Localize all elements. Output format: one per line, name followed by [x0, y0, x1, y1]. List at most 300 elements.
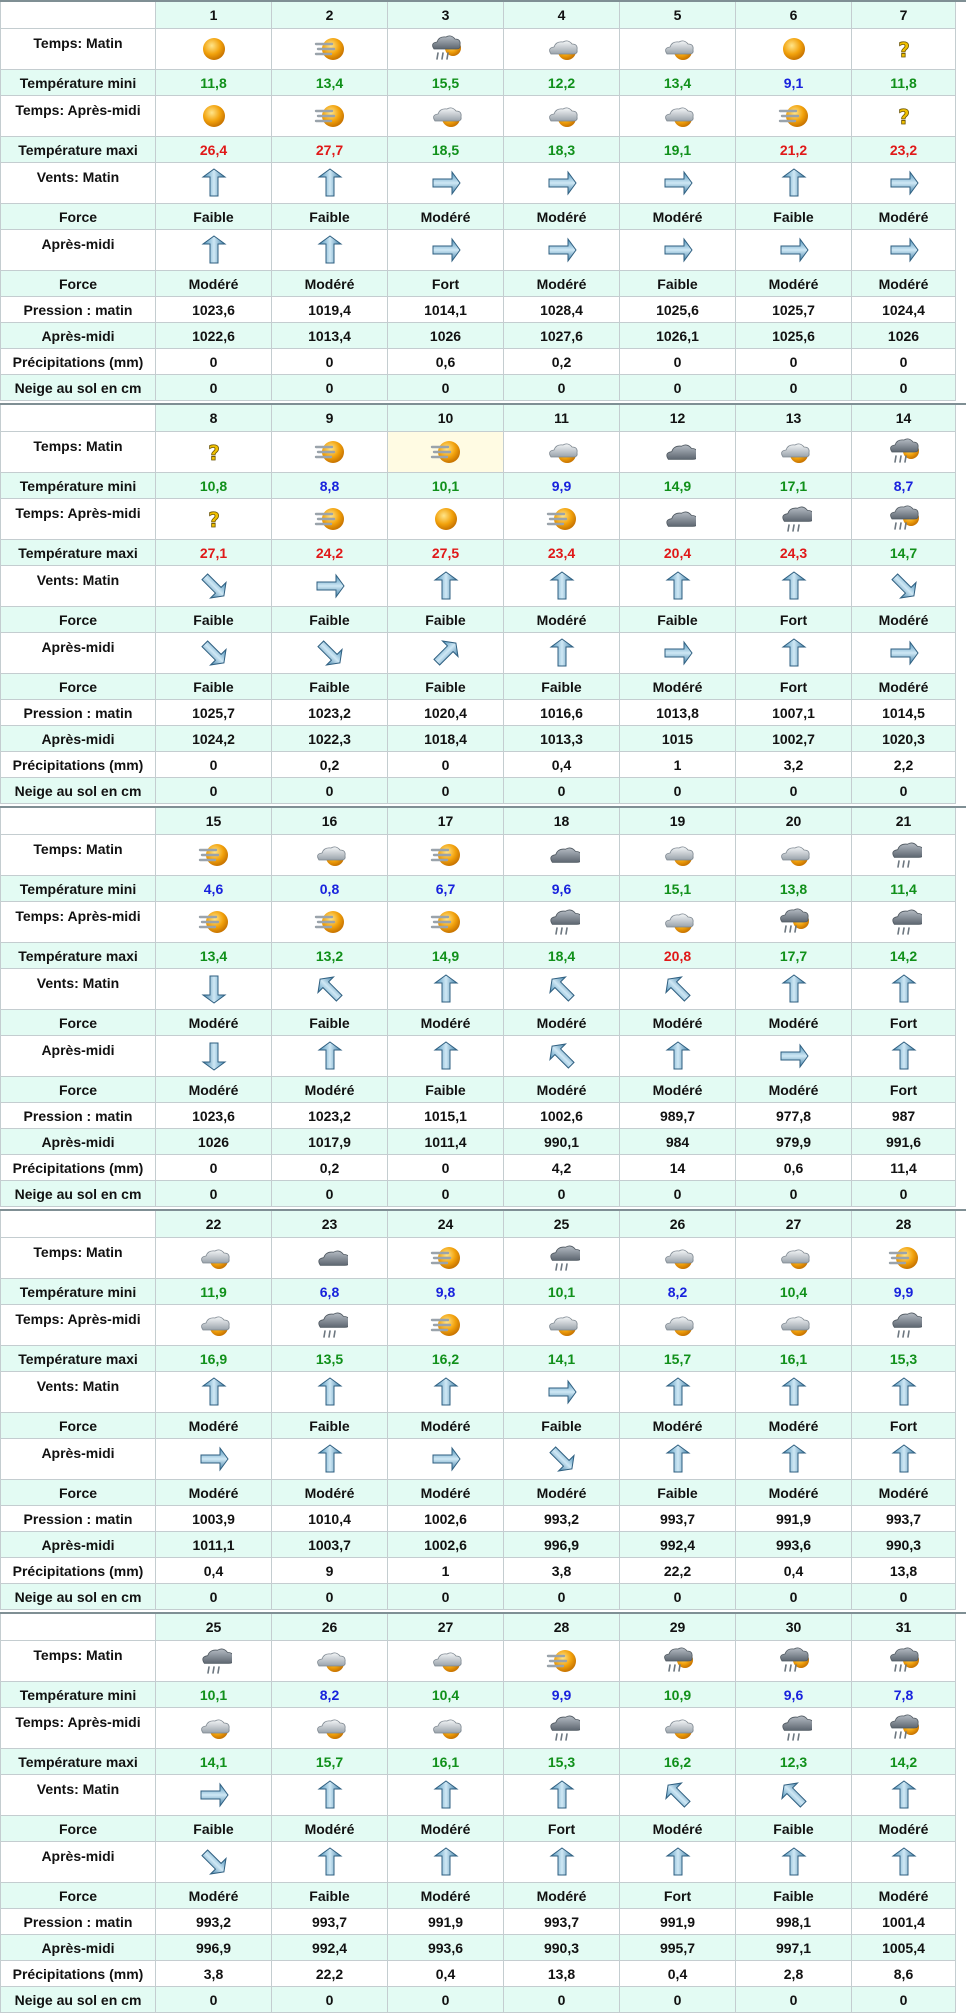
snow-value: 0 — [156, 375, 272, 401]
wind-arrow-icon — [156, 633, 272, 674]
temperature-value: 9,9 — [852, 1279, 956, 1305]
pressure-value: 993,7 — [852, 1506, 956, 1532]
svg-text:?: ? — [897, 105, 910, 129]
pressure-value: 1025,6 — [736, 323, 852, 349]
cloud-sun-icon — [620, 96, 736, 137]
row-f-pm — [0, 1077, 966, 1103]
temperature-value: 8,7 — [852, 473, 956, 499]
cloud-sun-icon — [620, 29, 736, 70]
pressure-value: 1023,2 — [272, 1103, 388, 1129]
pressure-value: 996,9 — [156, 1935, 272, 1961]
temperature-value: 18,5 — [388, 137, 504, 163]
temperature-value: 14,9 — [388, 943, 504, 969]
pressure-value: 1015,1 — [388, 1103, 504, 1129]
snow-value: 0 — [620, 1181, 736, 1207]
wind-force: Modéré — [388, 1883, 504, 1909]
wind-arrow-icon — [504, 1372, 620, 1413]
sun-wind-icon — [272, 96, 388, 137]
row-label: Après-midi — [0, 323, 156, 349]
pressure-value: 992,4 — [620, 1532, 736, 1558]
row-label: Précipitations (mm) — [0, 1155, 156, 1181]
wind-arrow-icon — [156, 1439, 272, 1480]
snow-value: 0 — [736, 375, 852, 401]
row-label: Temps: Matin — [0, 432, 156, 473]
temperature-value: 16,2 — [620, 1749, 736, 1775]
temperature-value: 9,8 — [388, 1279, 504, 1305]
wind-arrow-icon — [620, 566, 736, 607]
pressure-value: 1023,2 — [272, 700, 388, 726]
pressure-value: 1003,9 — [156, 1506, 272, 1532]
row-precip — [0, 349, 966, 375]
wind-arrow-icon — [156, 1372, 272, 1413]
day-number: 21 — [852, 808, 956, 835]
sun-wind-icon — [272, 432, 388, 473]
wind-force: Modéré — [504, 271, 620, 297]
pressure-value: 1024,4 — [852, 297, 956, 323]
wind-arrow-icon — [504, 969, 620, 1010]
wind-force: Modéré — [736, 1413, 852, 1439]
wind-force: Modéré — [272, 1816, 388, 1842]
sun-wind-icon — [156, 902, 272, 943]
row-label — [0, 1614, 156, 1641]
row-w-pm — [0, 1305, 966, 1346]
wind-force: Faible — [388, 1077, 504, 1103]
snow-value: 0 — [388, 375, 504, 401]
sun-wind-icon — [272, 902, 388, 943]
wind-force: Modéré — [156, 1010, 272, 1036]
pressure-value: 993,6 — [388, 1935, 504, 1961]
temperature-value: 14,2 — [852, 1749, 956, 1775]
row-tmax — [0, 1346, 966, 1372]
snow-value: 0 — [620, 1584, 736, 1610]
wind-arrow-icon — [388, 1842, 504, 1883]
pressure-value: 1010,4 — [272, 1506, 388, 1532]
temperature-value: 18,4 — [504, 943, 620, 969]
pressure-value: 991,9 — [620, 1909, 736, 1935]
pressure-value: 1014,1 — [388, 297, 504, 323]
day-number: 6 — [736, 2, 852, 29]
row-w-am — [0, 835, 966, 876]
precipitation-value: 14 — [620, 1155, 736, 1181]
precipitation-value: 22,2 — [272, 1961, 388, 1987]
precipitation-value: 0 — [852, 349, 956, 375]
temperature-value: 26,4 — [156, 137, 272, 163]
day-number: 14 — [852, 405, 956, 432]
wind-arrow-icon — [272, 1775, 388, 1816]
storm-icon — [736, 1641, 852, 1682]
wind-force: Modéré — [156, 271, 272, 297]
rain-icon — [504, 1708, 620, 1749]
row-label: Après-midi — [0, 1935, 156, 1961]
row-v-pm — [0, 1842, 966, 1883]
temperature-value: 11,8 — [156, 70, 272, 96]
temperature-value: 18,3 — [504, 137, 620, 163]
precipitation-value: 0,4 — [388, 1961, 504, 1987]
wind-arrow-icon — [156, 1775, 272, 1816]
row-label: Après-midi — [0, 1129, 156, 1155]
precipitation-value: 0 — [620, 349, 736, 375]
pressure-value: 1026 — [852, 323, 956, 349]
temperature-value: 13,4 — [620, 70, 736, 96]
cloud-sun-icon — [156, 1305, 272, 1346]
precipitation-value: 0 — [388, 752, 504, 778]
row-tmin — [0, 1682, 966, 1708]
unknown-icon — [156, 499, 272, 540]
unknown-icon — [156, 432, 272, 473]
row-w-pm — [0, 902, 966, 943]
row-label: Température mini — [0, 876, 156, 902]
wind-arrow-icon — [504, 230, 620, 271]
row-w-am — [0, 1238, 966, 1279]
wind-force: Fort — [852, 1413, 956, 1439]
wind-arrow-icon — [272, 1842, 388, 1883]
rain-icon — [852, 835, 956, 876]
day-number: 24 — [388, 1211, 504, 1238]
row-v-am — [0, 163, 966, 204]
snow-value: 0 — [736, 778, 852, 804]
wind-force: Modéré — [156, 1413, 272, 1439]
wind-force: Faible — [504, 1413, 620, 1439]
wind-arrow-icon — [852, 1842, 956, 1883]
pressure-value: 979,9 — [736, 1129, 852, 1155]
row-w-pm — [0, 96, 966, 137]
wind-force: Faible — [156, 607, 272, 633]
snow-value: 0 — [736, 1181, 852, 1207]
row-p-am — [0, 1909, 966, 1935]
pressure-value: 1018,4 — [388, 726, 504, 752]
wind-arrow-icon — [156, 1842, 272, 1883]
day-number: 10 — [388, 405, 504, 432]
week-block — [0, 403, 966, 804]
wind-arrow-icon — [504, 1842, 620, 1883]
row-label: Précipitations (mm) — [0, 349, 156, 375]
pressure-value: 984 — [620, 1129, 736, 1155]
wind-force: Faible — [736, 204, 852, 230]
wind-arrow-icon — [736, 1036, 852, 1077]
precipitation-value: 8,6 — [852, 1961, 956, 1987]
row-w-am — [0, 432, 966, 473]
temperature-value: 9,9 — [504, 1682, 620, 1708]
wind-force: Fort — [736, 674, 852, 700]
day-number: 28 — [504, 1614, 620, 1641]
cloud-sun-icon — [736, 1305, 852, 1346]
precipitation-value: 0,2 — [272, 752, 388, 778]
precipitation-value: 3,8 — [156, 1961, 272, 1987]
precipitation-value: 0,4 — [156, 1558, 272, 1584]
precipitation-value: 3,2 — [736, 752, 852, 778]
row-label: Précipitations (mm) — [0, 752, 156, 778]
wind-arrow-icon — [272, 230, 388, 271]
cloud-sun-icon — [736, 432, 852, 473]
row-label: Temps: Après-midi — [0, 1708, 156, 1749]
cloud-icon — [504, 835, 620, 876]
temperature-value: 27,5 — [388, 540, 504, 566]
wind-force: Modéré — [156, 1883, 272, 1909]
storm-icon — [736, 902, 852, 943]
cloud-sun-icon — [620, 902, 736, 943]
row-f-am — [0, 1816, 966, 1842]
wind-force: Modéré — [852, 271, 956, 297]
temperature-value: 12,2 — [504, 70, 620, 96]
temperature-value: 12,3 — [736, 1749, 852, 1775]
row-label: Pression : matin — [0, 1506, 156, 1532]
wind-force: Faible — [620, 607, 736, 633]
row-f-pm — [0, 1480, 966, 1506]
temperature-value: 14,7 — [852, 540, 956, 566]
pressure-value: 989,7 — [620, 1103, 736, 1129]
row-label: Pression : matin — [0, 1909, 156, 1935]
row-label: Après-midi — [0, 1532, 156, 1558]
wind-force: Fort — [620, 1883, 736, 1909]
cloud-sun-icon — [388, 1708, 504, 1749]
day-number: 13 — [736, 405, 852, 432]
row-p-pm — [0, 726, 966, 752]
sun-icon — [736, 29, 852, 70]
snow-value: 0 — [852, 1987, 956, 2013]
row-tmin — [0, 876, 966, 902]
wind-force: Modéré — [736, 1480, 852, 1506]
wind-arrow-icon — [736, 1775, 852, 1816]
snow-value: 0 — [504, 1584, 620, 1610]
precipitation-value: 0,4 — [736, 1558, 852, 1584]
temperature-value: 16,1 — [736, 1346, 852, 1372]
pressure-value: 990,3 — [852, 1532, 956, 1558]
day-number: 25 — [156, 1614, 272, 1641]
pressure-value: 1026 — [156, 1129, 272, 1155]
row-label: Vents: Matin — [0, 969, 156, 1010]
sun-wind-icon — [388, 835, 504, 876]
day-number: 23 — [272, 1211, 388, 1238]
wind-force: Modéré — [852, 1480, 956, 1506]
row-label: Vents: Matin — [0, 1775, 156, 1816]
snow-value: 0 — [156, 778, 272, 804]
row-tmin — [0, 473, 966, 499]
row-label: Température mini — [0, 1279, 156, 1305]
temperature-value: 10,4 — [388, 1682, 504, 1708]
wind-arrow-icon — [272, 566, 388, 607]
precipitation-value: 4,2 — [504, 1155, 620, 1181]
day-number: 29 — [620, 1614, 736, 1641]
wind-force: Modéré — [620, 1010, 736, 1036]
precipitation-value: 1 — [620, 752, 736, 778]
cloud-icon — [272, 1238, 388, 1279]
precipitation-value: 9 — [272, 1558, 388, 1584]
day-number: 20 — [736, 808, 852, 835]
wind-arrow-icon — [620, 1842, 736, 1883]
day-number: 17 — [388, 808, 504, 835]
pressure-value: 1002,6 — [388, 1532, 504, 1558]
precipitation-value: 1 — [388, 1558, 504, 1584]
wind-force: Modéré — [504, 607, 620, 633]
pressure-value: 1015 — [620, 726, 736, 752]
precipitation-value: 0 — [272, 349, 388, 375]
temperature-value: 9,9 — [504, 473, 620, 499]
row-w-am — [0, 29, 966, 70]
sun-icon — [156, 29, 272, 70]
row-tmax — [0, 1749, 966, 1775]
pressure-value: 1027,6 — [504, 323, 620, 349]
row-label: Neige au sol en cm — [0, 1181, 156, 1207]
wind-arrow-icon — [620, 1372, 736, 1413]
pressure-value: 990,1 — [504, 1129, 620, 1155]
pressure-value: 1011,4 — [388, 1129, 504, 1155]
precipitation-value: 13,8 — [852, 1558, 956, 1584]
row-neige — [0, 1584, 966, 1610]
cloud-sun-icon — [620, 835, 736, 876]
cloud-sun-icon — [156, 1708, 272, 1749]
precipitation-value: 0,4 — [504, 752, 620, 778]
row-label: Température mini — [0, 473, 156, 499]
row-label: Force — [0, 674, 156, 700]
temperature-value: 15,7 — [272, 1749, 388, 1775]
day-number: 5 — [620, 2, 736, 29]
wind-arrow-icon — [852, 1439, 956, 1480]
row-label — [0, 405, 156, 432]
pressure-value: 995,7 — [620, 1935, 736, 1961]
precipitation-value: 0 — [156, 1155, 272, 1181]
wind-arrow-icon — [736, 230, 852, 271]
temperature-value: 7,8 — [852, 1682, 956, 1708]
row-label: Vents: Matin — [0, 163, 156, 204]
sun-wind-icon — [272, 499, 388, 540]
wind-arrow-icon — [504, 1036, 620, 1077]
pressure-value: 1022,6 — [156, 323, 272, 349]
snow-value: 0 — [504, 375, 620, 401]
temperature-value: 27,7 — [272, 137, 388, 163]
wind-force: Modéré — [272, 1480, 388, 1506]
row-label: Force — [0, 1413, 156, 1439]
row-neige — [0, 375, 966, 401]
pressure-value: 992,4 — [272, 1935, 388, 1961]
sun-wind-icon — [736, 96, 852, 137]
temperature-value: 15,1 — [620, 876, 736, 902]
row-f-pm — [0, 271, 966, 297]
temperature-value: 4,6 — [156, 876, 272, 902]
wind-force: Faible — [736, 1883, 852, 1909]
wind-force: Faible — [620, 271, 736, 297]
pressure-value: 997,1 — [736, 1935, 852, 1961]
row-v-pm — [0, 1036, 966, 1077]
temperature-value: 10,1 — [388, 473, 504, 499]
wind-arrow-icon — [852, 566, 956, 607]
day-number: 15 — [156, 808, 272, 835]
row-w-pm — [0, 1708, 966, 1749]
precipitation-value: 0 — [736, 349, 852, 375]
wind-arrow-icon — [156, 566, 272, 607]
pressure-value: 1013,8 — [620, 700, 736, 726]
wind-force: Faible — [156, 204, 272, 230]
wind-arrow-icon — [156, 1036, 272, 1077]
wind-force: Modéré — [620, 674, 736, 700]
wind-force: Fort — [504, 1816, 620, 1842]
day-number: 26 — [272, 1614, 388, 1641]
wind-arrow-icon — [736, 1439, 852, 1480]
wind-arrow-icon — [620, 230, 736, 271]
pressure-value: 993,2 — [156, 1909, 272, 1935]
wind-force: Faible — [272, 1413, 388, 1439]
row-label — [0, 2, 156, 29]
snow-value: 0 — [504, 778, 620, 804]
wind-force: Modéré — [852, 607, 956, 633]
row-f-pm — [0, 1883, 966, 1909]
row-label: Temps: Après-midi — [0, 902, 156, 943]
row-label: Force — [0, 1883, 156, 1909]
snow-value: 0 — [388, 1181, 504, 1207]
row-label: Temps: Après-midi — [0, 96, 156, 137]
precipitation-value: 0,2 — [504, 349, 620, 375]
pressure-value: 1024,2 — [156, 726, 272, 752]
temperature-value: 20,8 — [620, 943, 736, 969]
wind-arrow-icon — [852, 230, 956, 271]
row-p-pm — [0, 323, 966, 349]
temperature-value: 16,9 — [156, 1346, 272, 1372]
wind-arrow-icon — [852, 163, 956, 204]
temperature-value: 8,8 — [272, 473, 388, 499]
wind-arrow-icon — [736, 1372, 852, 1413]
cloud-sun-icon — [620, 1305, 736, 1346]
precipitation-value: 0,6 — [388, 349, 504, 375]
row-f-am — [0, 1010, 966, 1036]
wind-force: Modéré — [620, 204, 736, 230]
row-neige — [0, 778, 966, 804]
wind-arrow-icon — [504, 1439, 620, 1480]
row-label: Température maxi — [0, 1749, 156, 1775]
row-v-am — [0, 969, 966, 1010]
wind-arrow-icon — [736, 969, 852, 1010]
temperature-value: 10,1 — [504, 1279, 620, 1305]
precipitation-value: 0 — [156, 752, 272, 778]
snow-value: 0 — [736, 1584, 852, 1610]
snow-value: 0 — [620, 778, 736, 804]
pressure-value: 987 — [852, 1103, 956, 1129]
storm-icon — [852, 499, 956, 540]
wind-force: Fort — [736, 607, 852, 633]
row-label: Temps: Matin — [0, 29, 156, 70]
row-label — [0, 1211, 156, 1238]
wind-force: Faible — [272, 674, 388, 700]
pressure-value: 1002,6 — [388, 1506, 504, 1532]
wind-arrow-icon — [156, 969, 272, 1010]
wind-force: Modéré — [736, 1077, 852, 1103]
day-number: 28 — [852, 1211, 956, 1238]
snow-value: 0 — [272, 1584, 388, 1610]
temperature-value: 15,3 — [504, 1749, 620, 1775]
row-label: Température mini — [0, 70, 156, 96]
row-tmax — [0, 943, 966, 969]
temperature-value: 6,7 — [388, 876, 504, 902]
unknown-icon — [852, 96, 956, 137]
wind-force: Faible — [272, 1883, 388, 1909]
rain-icon — [852, 902, 956, 943]
pressure-value: 1025,7 — [736, 297, 852, 323]
temperature-value: 11,8 — [852, 70, 956, 96]
row-label: Après-midi — [0, 1439, 156, 1480]
temperature-value: 16,1 — [388, 1749, 504, 1775]
cloud-sun-icon — [736, 835, 852, 876]
cloud-sun-icon — [620, 1708, 736, 1749]
row-label: Après-midi — [0, 633, 156, 674]
snow-value: 0 — [272, 1987, 388, 2013]
cloud-sun-icon — [620, 1238, 736, 1279]
snow-value: 0 — [272, 1181, 388, 1207]
day-number: 11 — [504, 405, 620, 432]
temperature-value: 24,3 — [736, 540, 852, 566]
temperature-value: 17,7 — [736, 943, 852, 969]
precipitation-value: 0,6 — [736, 1155, 852, 1181]
pressure-value: 993,7 — [620, 1506, 736, 1532]
row-f-am — [0, 204, 966, 230]
row-w-am — [0, 1641, 966, 1682]
